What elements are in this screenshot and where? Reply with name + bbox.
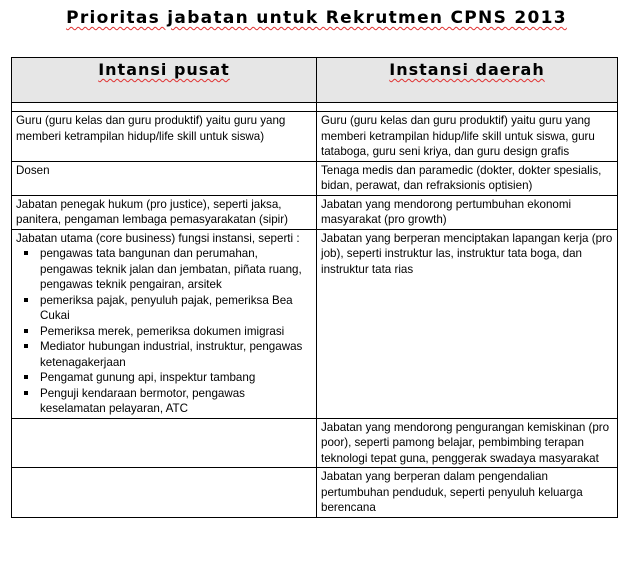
cell-regional: [317, 418, 618, 468]
table-row: [12, 468, 618, 518]
cell-text: Tenaga medis dan paramedic (dokter, dokter spesialis, bidan, perawat, dan refraksionis optisien): [321, 163, 602, 192]
table-spacer-row: [12, 103, 618, 112]
table-row: [12, 229, 618, 418]
cell-regional: [317, 161, 618, 195]
table-row: [12, 418, 618, 468]
cell-central: [12, 112, 317, 162]
header-regional-agency-label: Instansi daerah: [389, 60, 545, 79]
spacer-cell: [317, 103, 618, 112]
spacer-cell: [12, 103, 317, 112]
cell-text: Jabatan yang berperan dalam pengendalian pertumbuhan penduduk, seperti penyuluh keluarga berencana: [321, 470, 583, 514]
cell-central: [12, 161, 317, 195]
table-row: [12, 195, 618, 229]
list-item: pengawas tata bangunan dan perumahan, pengawas teknik jalan dan jembatan, piñata ruang, pengawas teknik pengairan, arsitek: [40, 246, 313, 293]
cell-regional: [317, 195, 618, 229]
list-item: Penguji kendaraan bermotor, pengawas keselamatan pelayaran, ATC: [40, 386, 313, 417]
cell-central: [12, 195, 317, 229]
table-row: [12, 112, 618, 162]
cell-intro-text: Jabatan utama (core business) fungsi instansi, seperti :: [16, 231, 300, 245]
list-item: Pengamat gunung api, inspektur tambang: [40, 370, 313, 386]
cell-central-empty: [12, 468, 317, 518]
list-item: pemeriksa pajak, penyuluh pajak, pemeriksa Bea Cukai: [40, 293, 313, 324]
header-central-agency: [12, 58, 317, 103]
cell-central-empty: [12, 418, 317, 468]
cell-text: Jabatan yang mendorong pertumbuhan ekonomi masyarakat (pro growth): [321, 197, 572, 226]
cell-central: [12, 229, 317, 418]
cell-regional: [317, 468, 618, 518]
cell-text: Guru (guru kelas dan guru produktif) yaitu guru yang memberi ketrampilan hidup/life skill untuk siswa): [16, 114, 286, 143]
cell-regional: [317, 112, 618, 162]
document-title-text: Prioritas jabatan untuk Rekrutmen CPNS 2013: [66, 8, 567, 28]
cell-text: Jabatan yang mendorong pengurangan kemiskinan (pro poor), seperti pamong belajar, pembimbing terapan teknologi tepat guna, penggerak swadaya masyarakat: [321, 420, 610, 465]
bullet-list: [16, 246, 313, 417]
cell-text: Jabatan penegak hukum (pro justice), seperti jaksa, panitera, pengaman lembaga pemasyarakatan (sipir): [16, 197, 288, 226]
list-item: Mediator hubungan industrial, instruktur, pengawas ketenagakerjaan: [40, 339, 313, 370]
document-title: [0, 8, 633, 28]
header-central-agency-label: Intansi pusat: [98, 60, 230, 79]
cell-text: Guru (guru kelas dan guru produktif) yaitu guru yang memberi ketrampilan hidup/life skill untuk siswa, guru tataboga, guru seni kriya, dan guru design grafis: [321, 114, 595, 158]
list-item: Pemeriksa merek, pemeriksa dokumen imigrasi: [40, 324, 313, 340]
cell-regional: [317, 229, 618, 418]
cell-text: Dosen: [16, 163, 50, 177]
header-regional-agency: [317, 58, 618, 103]
priority-table: [11, 57, 618, 518]
cell-text: Jabatan yang berperan menciptakan lapangan kerja (pro job), seperti instruktur las, instruktur tata boga, dan instruktur tata rias: [321, 231, 613, 276]
table-header-row: [12, 58, 618, 103]
table-row: [12, 161, 618, 195]
